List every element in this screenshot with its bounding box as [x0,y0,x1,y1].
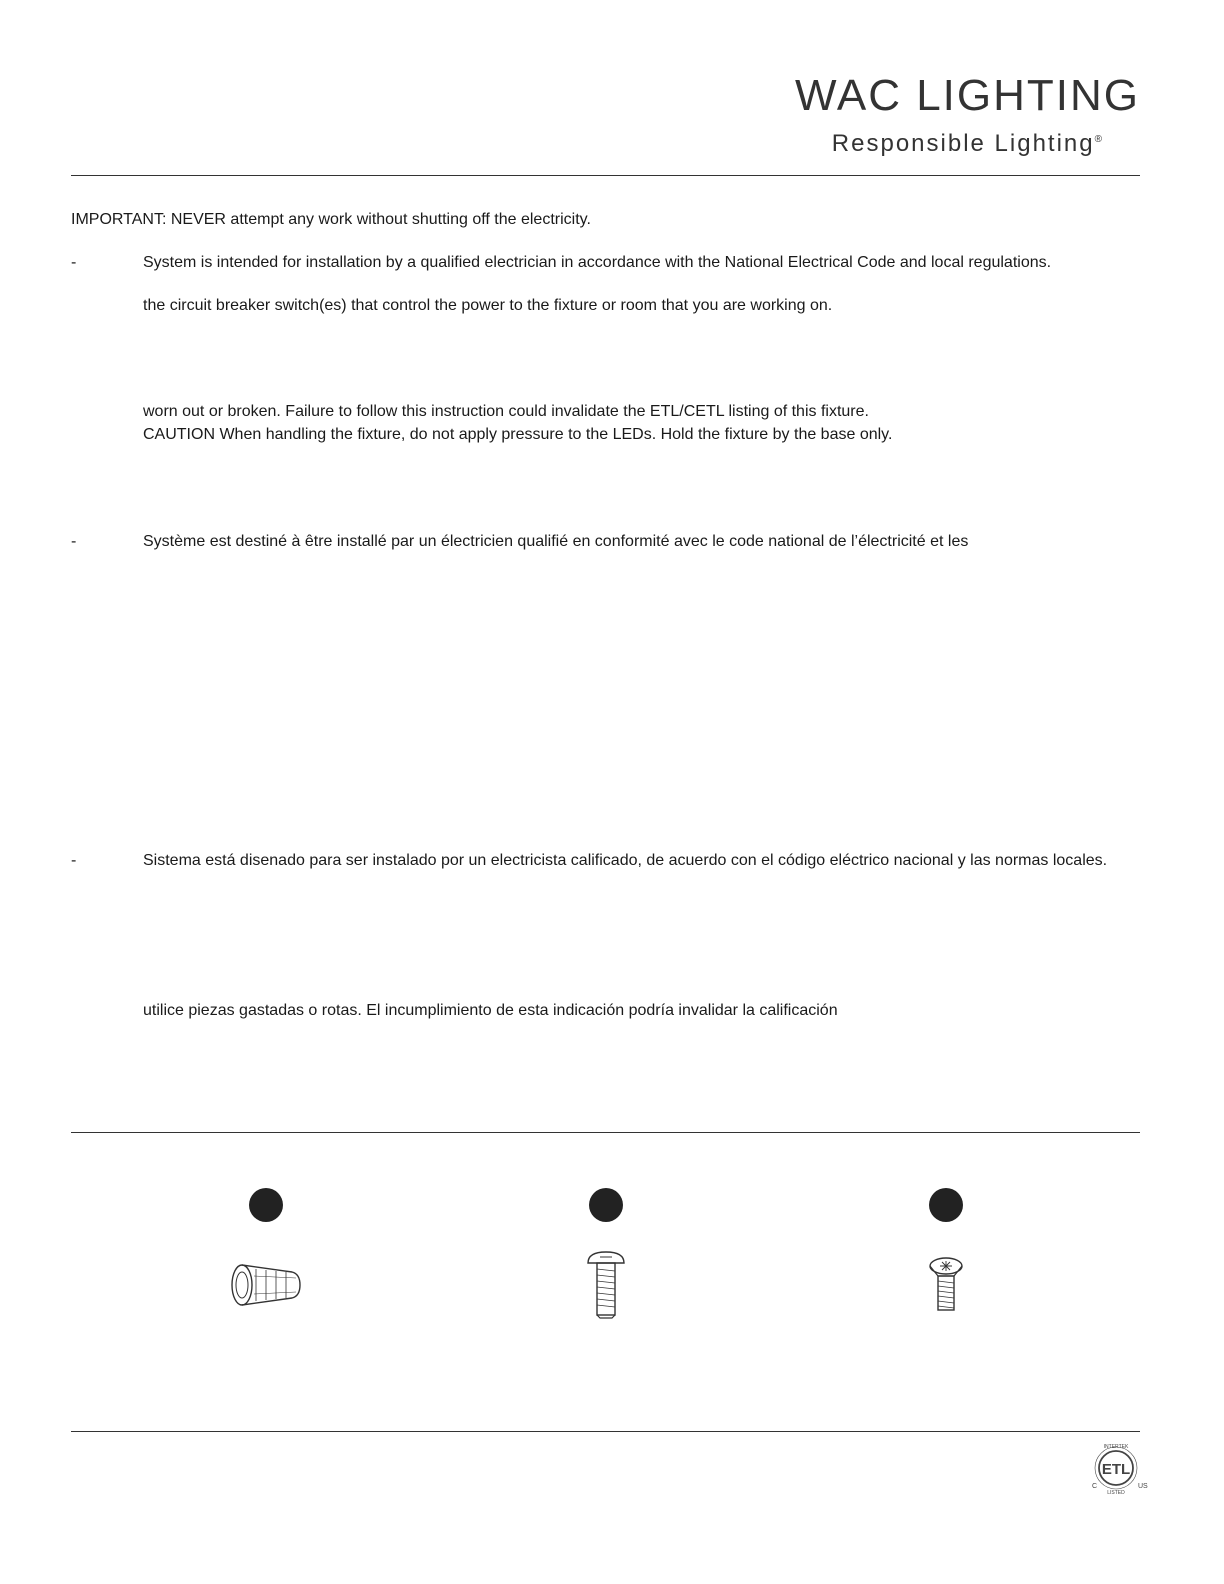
bullet-dash: - [71,852,77,869]
es-instruction-line: Sistema está disenado para ser instalado por un electricista calificado, de acuerdo con el código eléctrico nacional y las normas locales. [143,852,1108,869]
parts-divider-top [71,1132,1140,1133]
canada-mark: C [1092,1483,1098,1490]
part-label-badge [929,1188,963,1222]
bullet-dash: - [71,533,77,550]
wire-nut-icon [226,1262,306,1308]
etl-listed-mark [1090,1444,1154,1496]
brand-tagline [832,130,1104,158]
brand-title: WAC LIGHTING [794,71,1140,120]
intertek-text: INTERTEK [1103,1444,1129,1450]
en-instruction-line: worn out or broken. Failure to follow this instruction could invalidate the ETL/CETL listing of this fixture. [143,403,869,420]
en-instruction-line: System is intended for installation by a qualified electrician in accordance with the National Electrical Code and local regulations. [143,254,1052,271]
tagline-text: Responsible Lighting [831,130,1095,157]
important-notice: IMPORTANT: NEVER attempt any work without shutting off the electricity. [71,211,591,228]
screw-icon [586,1250,626,1320]
parts-divider-bottom [71,1431,1140,1432]
fr-instruction-line: Système est destiné à être installé par un électricien qualifié en conformité avec le code national de l’électricité et les [143,533,969,550]
en-instruction-line: the circuit breaker switch(es) that control the power to the fixture or room that you are working on. [143,297,833,314]
part-label-badge [589,1188,623,1222]
en-caution-line: CAUTION When handling the fixture, do not apply pressure to the LEDs. Hold the fixture by the base only. [143,426,893,443]
flat-head-screw-icon [926,1256,966,1314]
registered-mark: ® [1094,134,1104,145]
bullet-dash: - [71,254,77,271]
brand-logo [794,71,1140,120]
es-instruction-line: utilice piezas gastadas o rotas. El incumplimiento de esta indicación podría invalidar la calificación [143,1002,838,1019]
listed-text: LISTED [1107,1490,1125,1496]
header-divider [71,175,1140,176]
us-mark: US [1138,1483,1148,1490]
part-label-badge [249,1188,283,1222]
etl-mark-text: ETL [1101,1461,1131,1478]
